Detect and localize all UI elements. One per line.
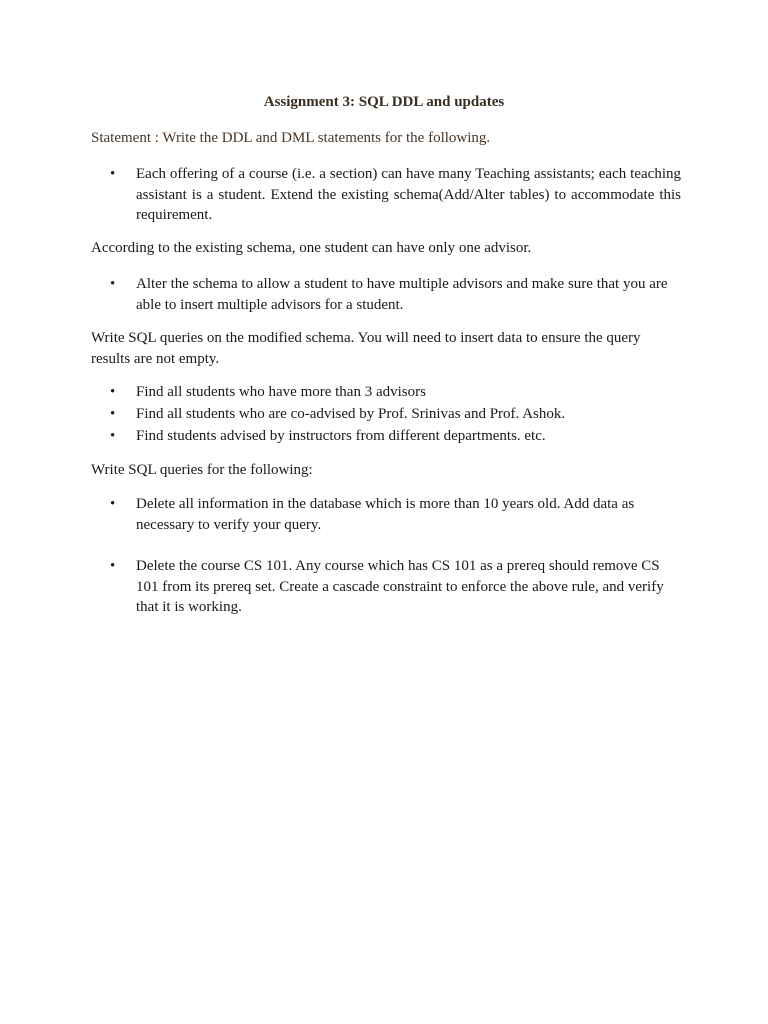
queries-paragraph: Write SQL queries on the modified schema. You will need to insert data to ensure the query results are not empty. [91, 330, 641, 367]
list-item-text: Find students advised by instructors from different departments. etc. [136, 428, 546, 444]
delete-course-list [91, 556, 681, 618]
bullet-icon: • [110, 384, 116, 400]
list-item [91, 274, 681, 315]
list-item-text: Delete all information in the database which is more than 10 years old. Add data as necessary to verify your query. [136, 496, 635, 533]
list-item-text: Find all students who have more than 3 advisors [136, 384, 426, 400]
bullet-icon: • [110, 496, 116, 512]
list-item [91, 164, 681, 226]
page-title: Assignment 3: SQL DDL and updates [263, 94, 505, 110]
list-item-text: Delete the course CS 101. Any course which has CS 101 as a prereq should remove CS 101 from its prereq set. Create a cascade constraint to enforce the above rule, and verify that it is working. [136, 558, 664, 615]
list-item-text: Find all students who are co-advised by Prof. Srinivas and Prof. Ashok. [136, 406, 566, 422]
list-item-text: Each offering of a course (i.e. a section) can have many Teaching assistants; each teaching assistant is a student. Extend the existing schema(Add/Alter tables) to accommodate this requirement. [136, 166, 681, 223]
advisor-paragraph: According to the existing schema, one student can have only one advisor. [91, 240, 532, 256]
teaching-assistant-list [91, 164, 681, 226]
bullet-icon: • [110, 406, 116, 422]
bullet-icon: • [110, 276, 116, 292]
bullet-icon: • [110, 558, 116, 574]
list-item [91, 382, 681, 403]
write-queries-paragraph: Write SQL queries for the following: [91, 462, 313, 478]
statement-paragraph: Statement : Write the DDL and DML statements for the following. [91, 130, 491, 146]
list-item [91, 556, 681, 618]
list-item-text: Alter the schema to allow a student to have multiple advisors and make sure that you are able to insert multiple advisors for a student. [136, 276, 668, 313]
list-item [91, 404, 681, 425]
bullet-icon: • [110, 166, 116, 182]
query-list [91, 382, 681, 448]
list-item [91, 426, 681, 447]
bullet-icon: • [110, 428, 116, 444]
list-item [91, 494, 681, 535]
delete-old-data-list [91, 494, 681, 535]
advisor-list [91, 274, 681, 315]
